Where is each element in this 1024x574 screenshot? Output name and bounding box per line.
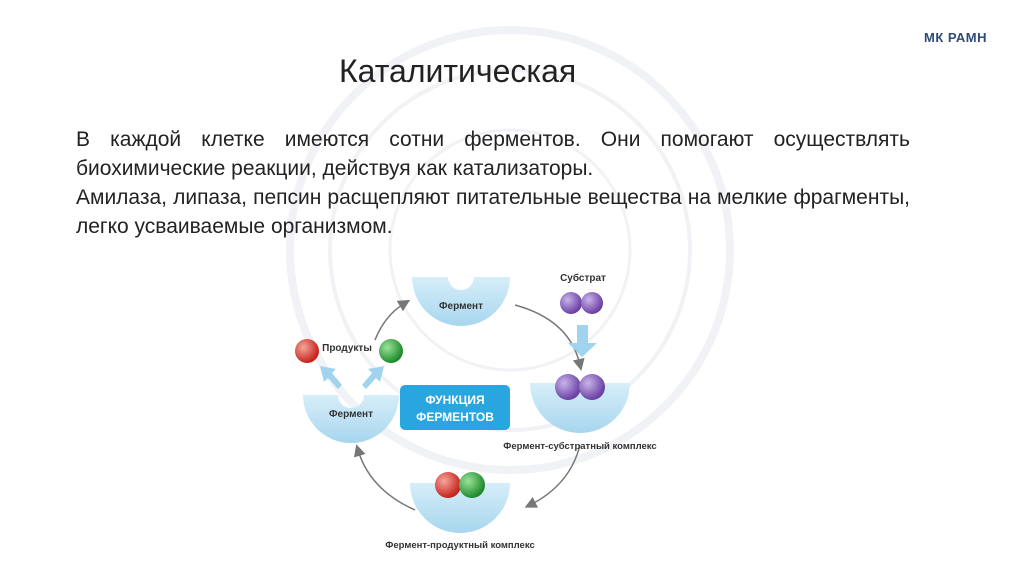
substrate-molecule-left: [560, 292, 582, 314]
enzyme-product-complex-label: Фермент-продуктный комплекс: [385, 540, 535, 551]
cycle-arrow-top-right: [515, 305, 580, 365]
complex-substrate-left: [555, 374, 581, 400]
product-arrow-left: [320, 366, 342, 389]
slide-title: Каталитическая: [339, 53, 577, 89]
product-red: [295, 339, 319, 363]
product-arrow-right: [362, 366, 384, 389]
enzyme-function-diagram: [280, 265, 680, 560]
products-label: Продукты: [322, 343, 372, 354]
cycle-arrow-bottom-left: [358, 450, 415, 510]
paragraph-1: В каждой клетке имеются сотни ферментов. Они помогают осуществлять биохимические реакции, действуя как катализаторы.: [76, 128, 910, 180]
complex-product-green: [459, 472, 485, 498]
body-text: [76, 125, 910, 241]
brand-logo-text: МК РАМН: [924, 30, 988, 45]
paragraph-2: Амилаза, липаза, пепсин расщепляют питательные вещества на мелкие фрагменты, легко усваиваемые организмом.: [76, 186, 910, 238]
enzyme-left-label: Фермент: [329, 409, 373, 420]
cycle-arrow-bottom-right: [530, 445, 580, 505]
enzyme-substrate-complex-label: Фермент-субстратный комплекс: [503, 441, 657, 452]
substrate-label: Субстрат: [560, 273, 606, 284]
center-label-line1: ФУНКЦИЯ: [425, 393, 485, 407]
substrate-molecule-right: [581, 292, 603, 314]
substrate-down-arrow: [568, 325, 597, 357]
cycle-arrow-top-left: [375, 303, 405, 340]
enzyme-top-label: Фермент: [439, 301, 483, 312]
complex-product-red: [435, 472, 461, 498]
enzyme-product-complex-shape: [410, 483, 510, 533]
product-green: [379, 339, 403, 363]
complex-substrate-right: [579, 374, 605, 400]
center-label-line2: ФЕРМЕНТОВ: [416, 410, 494, 424]
